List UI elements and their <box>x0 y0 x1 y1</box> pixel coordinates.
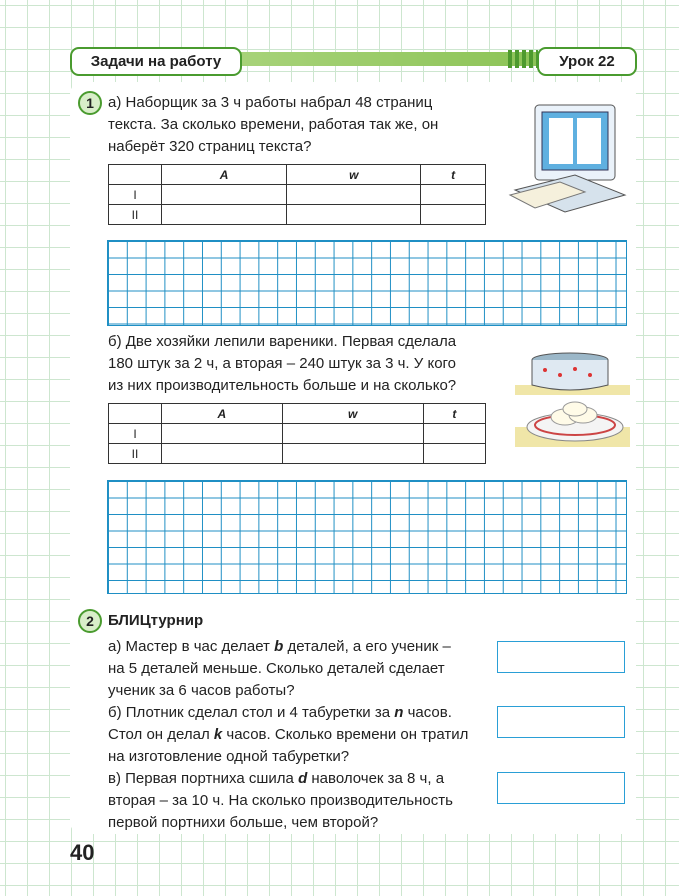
table-cell[interactable] <box>162 444 283 464</box>
task-2b-text: б) Плотник сделал стол и 4 табуретки за n часов. Стол он делал k часов. Сколько времени он тратил на изготовление одной табуретки? <box>108 704 469 765</box>
table-cell[interactable] <box>282 424 423 444</box>
table-cell[interactable] <box>162 424 283 444</box>
answer-box-a[interactable] <box>497 641 625 673</box>
task-1a-text: а) Наборщик за 3 ч работы набрал 48 страниц текста. За сколько времени, работая так же, он наберёт 320 страниц текста? <box>108 94 439 155</box>
task-1a-table: A w t I II <box>108 164 486 225</box>
table-cell[interactable] <box>287 205 421 225</box>
table-cell[interactable] <box>287 185 421 205</box>
computer-illustration <box>505 100 630 215</box>
table-cell[interactable] <box>421 205 486 225</box>
grid-area-1a[interactable] <box>107 240 627 326</box>
lesson-label: Урок 22 <box>537 47 637 76</box>
task-1b-table: A w t I II <box>108 403 486 464</box>
grid-area-1b[interactable] <box>107 480 627 594</box>
table-cell[interactable] <box>423 424 485 444</box>
table-cell[interactable] <box>162 205 287 225</box>
task-2c-text: в) Первая портниха сшила d наволочек за 8 ч, а вторая – за 10 ч. На сколько производительность первой портнихи больше, чем второй? <box>108 770 453 831</box>
dumplings-illustration <box>515 345 630 450</box>
header-stripes <box>508 50 538 68</box>
table-cell[interactable] <box>282 444 423 464</box>
table-cell[interactable] <box>423 444 485 464</box>
task-2a-text: а) Мастер в час делает b деталей, а его ученик – на 5 деталей меньше. Сколько деталей сделает ученик за 6 часов работы? <box>108 638 451 699</box>
answer-box-b[interactable] <box>497 706 625 738</box>
answer-box-c[interactable] <box>497 772 625 804</box>
page-number: 40 <box>70 840 95 865</box>
task-number-2: 2 <box>78 609 102 633</box>
header-bar <box>232 52 542 66</box>
topic-title: Задачи на работу <box>70 47 242 76</box>
task-1b-text: б) Две хозяйки лепили вареники. Первая сделала 180 штук за 2 ч, а вторая – 240 штук за 3 ч. У кого из них производительность больше и на сколько? <box>108 333 457 394</box>
task-number-1: 1 <box>78 91 102 115</box>
task-2-title: БЛИЦтурнир <box>108 612 204 629</box>
table-cell[interactable] <box>421 185 486 205</box>
table-cell[interactable] <box>162 185 287 205</box>
